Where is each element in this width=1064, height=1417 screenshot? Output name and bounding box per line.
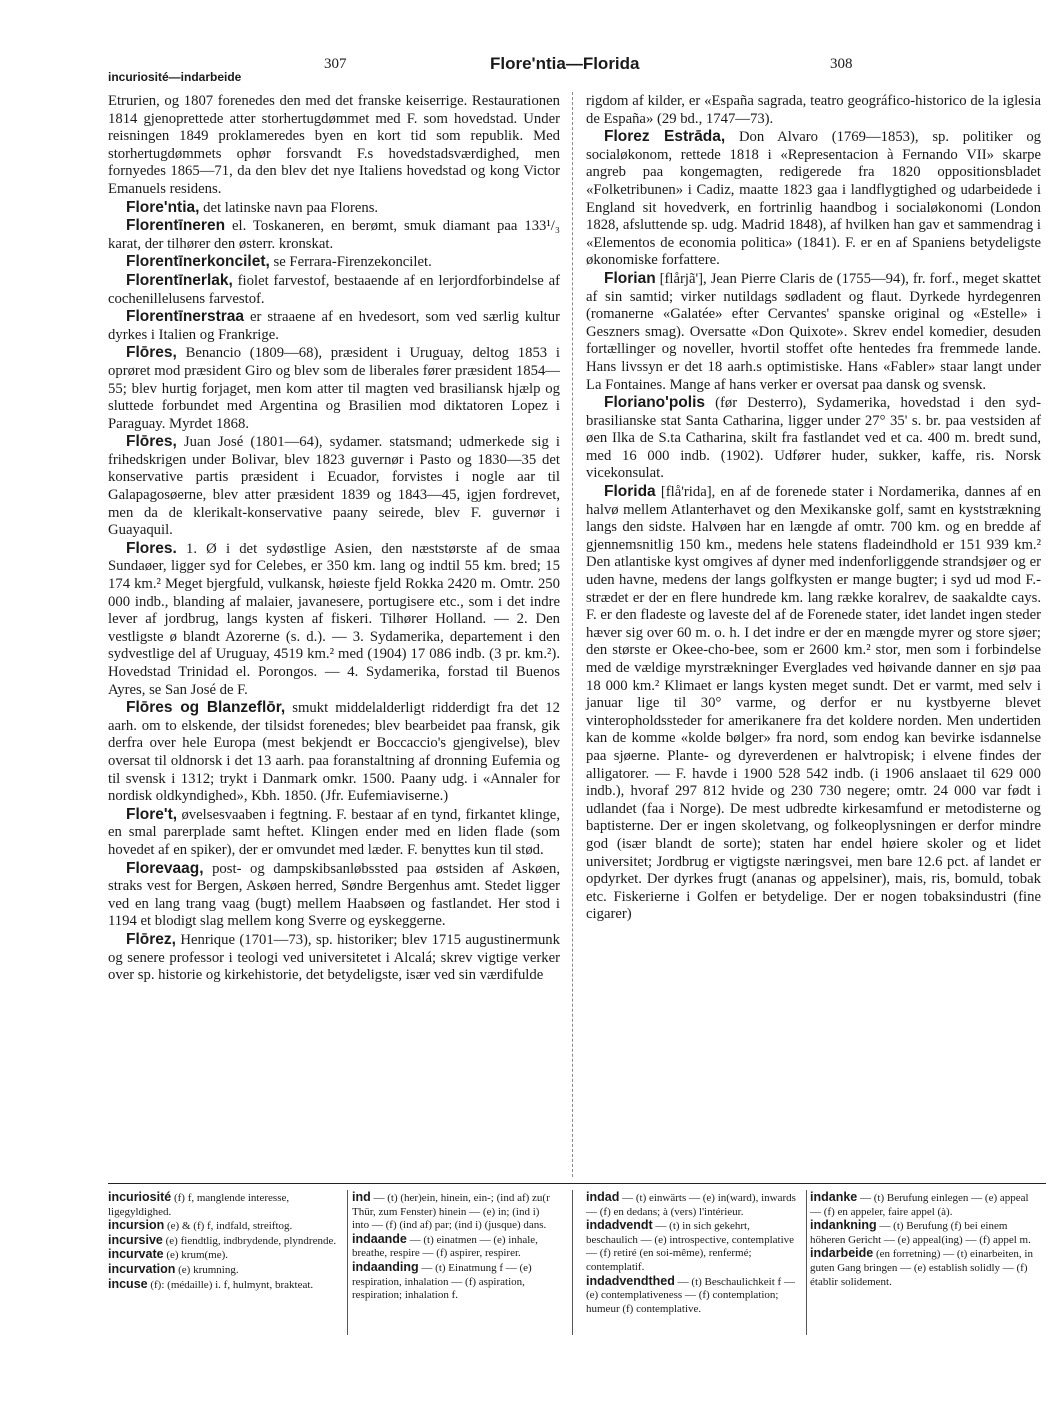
entry-text: (e) krum(me). (163, 1249, 229, 1262)
entry (108, 217, 560, 253)
entry (108, 308, 560, 344)
headword: Flore'ntia, (126, 198, 200, 216)
entry-text: fiolet farvestof, bestaaende af en lerjordforbindelse af cochenillelusens farvestof. (108, 272, 560, 307)
headword: indaanding (352, 1259, 419, 1274)
headword: Flōres, (126, 433, 177, 451)
entry-text: det latinske navn paa Florens. (199, 199, 379, 216)
headword: incursive (108, 1232, 163, 1247)
left-column (108, 93, 560, 985)
entry (108, 699, 560, 806)
entry-text: Benancio (1809—68), præsident i Uruguay, deltog 1853 i oprøret mod præsident Giro og blev som de liberales fører præsident 1854—55; blev hurtig forjaget, men kom atter til magten ved brasiliansk hjælp og sluttede forbundet med Argentina og Brasilien mod diktatoren Lopez i Paraguay. Myrdet 1868. (108, 345, 560, 432)
entry-text: rigdom af kilder, er «España sagrada, teatro geográfico-historico de la iglesia de España» (29 bd., 1747—73). (586, 93, 1041, 127)
entry-text: el. Toskaneren, en berømt, smuk diamant paa 133¹/₃ karat, der tilhører den østerr. kronskat. (108, 218, 560, 252)
headword: Florentīnerstraa (126, 308, 245, 326)
entry (352, 1233, 558, 1261)
headword: incursion (108, 1218, 165, 1233)
headword: indanke (810, 1190, 858, 1204)
headword: Florentīneren (126, 217, 226, 235)
entry (586, 128, 1041, 270)
entry (810, 1247, 1042, 1289)
headword: Flōres, (126, 344, 177, 362)
headword: incuse (108, 1276, 148, 1291)
entry-text: Don Alvaro (1769—1853), sp. politiker og socialøkonom, rettede 1818 i «Representacion à Fernando VII» skarpe angreb paa kongemagten, redigerede fra 1820 oppositionsbladet «Folketribunen» i Cadiz, maatte 1823 gaa i landflygtighed og udarbeidede i England sit hovedverk, en fortrinlig haandbog i socialøkonomi (London 1828, afsluttende sp. udg. Madrid 1848), af hvilken han gav et sammendrag i «Elementos de economia politica» (1841). F. er en af Spaniens betydeligste økonomiske forfattere. (586, 129, 1042, 269)
entry-text: (en forretning) — (t) einarbeiten, in guten Gang bringen — (e) establish solidly — (f) établir solidement. (810, 1248, 1033, 1288)
entry-text: øvelsesvaaben i fegtning. F. bestaar af en tynd, firkantet klinge, en smal parerplade samt heftet. Klingen ender med en liden flade (som hovedet af en spiker), der er omvundet med læder. F. benyttes kun til stød. (108, 806, 560, 858)
headword: indadvendt (586, 1218, 653, 1233)
entry (586, 270, 1041, 394)
entry-text: Henrique (1701—73), sp. historiker; blev 1715 augustinermunk og senere professor i teologi ved universitetet i Alcalá; skrev vigtige verker over sp. historie og kirkehistorie, det betydeligste, især ved sin værdifulde (108, 931, 560, 984)
entry (586, 93, 1041, 128)
footer-rule (108, 1183, 1046, 1184)
footer-divider (806, 1190, 807, 1335)
entry-text: [flå'rida], en af de forenede stater i Nordamerika, dannes af en halvø mellem Atlanterhavet og den Mexikanske golf, samt en kyststrækning langs den sidste. Halvøen har en længde af omtr. 700 km. og en bredde af gjennemsnitlig 150 km., medens hele statens fladeindhold er 151 939 km.² Den atlantiske kyst omgives af dyner med indenforliggende strandsjøer og er uden havne, medens der langs golfkysten er mange bugter; i syd ud mod F.-strædet er der en flere hundrede km. lang række koralrev, de saakaldte cays. F. er den fladeste og laveste del af de Forenede stater, idet landet ingen steder hæver sig over 60 m. o. h. I det indre er der en mængde myrer og store sjøer; den største er Okee-cho-bee, som er 2600 km.² stor, men som i forbindelse med de vældige myrstrækninger Everglades ved høivande danner en sjø paa 18 000 km.² Klimaet er langs kysten meget sundt. Det er varmt, med selv i januar lige til 30° varme, og derfor er nu kystbyerne blevet vinteropholdssteder for amerikanere fra det koldere norden. Men undertiden kan de komme «kolde bølger» fra nord, som endog kan bevirke isdannelse paa sjøerne. Plante- og dyreverdenen er halvtropisk; i elvene findes der alligatorer. — F. havde i 1900 528 542 indb. (i 1906 anslaaet til 629 000 indb.), hvoraf 297 812 hvide og 230 730 negere; omtr. 24 000 var født i udlandet (faa i Norge). De mest udbredte kirkesamfund er metodisterne og baptisterne. Der er ingen skoletvang, og folkeoplysningen er derfor mindre god (især blandt de sorte); staten har endel høiere skoler og et lidet universitet; Jordbrug er vigtigste næringsvei, men bare 12.6 pct. af landet er opdyrket. Der dyrkes frugt (ananas og appelsiner), mais, ris, bomuld, tobak etc. Fiskerierne i Golfen er betydelige. Der er nogen tobaksindustri (fine cigarer) (586, 484, 1041, 923)
entry (108, 540, 560, 699)
entry-text: — (t) einatmen — (e) inhale, breathe, respire — (f) aspirer, respirer. (352, 1233, 538, 1260)
footer-column-4 (810, 1191, 1042, 1289)
headword: ind (352, 1190, 371, 1204)
entry-text: — (t) Einatmung f — (e) respiration, inhalation — (f) aspiration, respiration; inhalation f. (352, 1261, 532, 1302)
right-column (586, 93, 1041, 924)
entry (108, 1191, 344, 1219)
headword: Florez Estrāda, (604, 128, 726, 146)
column-divider (572, 92, 573, 1177)
footer-column-1 (108, 1191, 344, 1292)
entry-text: (e) fiendtlig, indbrydende, plyndrende. (162, 1234, 337, 1247)
entry-text: Juan José (1801—64), sydamer. statsmand; udmerkede sig i frihedskrigen under Bolivar, blev 1823 guvernør i Pasto og 1830—35 det konservative partis præsident i Ecuador, forvistes i nogle aar til Galapagosøerne, blev atter præsident 1839 og 1843—45, igjen fordrevet, men da de klerikalt-konservative paany seirede, blev F. guvernør i Guayaquil. (108, 434, 560, 539)
headword: Florentīnerkoncilet, (126, 253, 270, 271)
entry-text: post- og dampskibsanløbssted paa østsiden af Askøen, straks vest for Bergen, Askøen herred, Søndre Bergenhus amt. Stedet ligger ved en lang trang vaag (bugt) mellem Haabsøen og fastlandet. Her stod i 1194 et blodigt slag mellem kong Sverre og eyskeggerne. (108, 860, 560, 930)
right-page-number: 308 (830, 56, 853, 72)
entry (108, 93, 560, 199)
entry-text: er straaene af en hvedesort, som ved særlig kultur dyrkes i Italien og Frankrige. (108, 309, 560, 343)
headword: Flōrez, (126, 930, 176, 948)
entry-text: — (t) einwärts — (e) in(ward), inwards — (f) en dedans; à (vers) l'intérieur. (586, 1192, 796, 1218)
entry (352, 1261, 558, 1303)
entry (108, 1234, 344, 1249)
headword: Floriano'polis (604, 394, 705, 412)
headword: Flores. (126, 539, 177, 557)
headword: Florian (604, 269, 656, 287)
entry (108, 931, 560, 985)
entry (108, 253, 560, 272)
page-title: Flore'ntia—Florida (490, 54, 640, 73)
entry-text: Etrurien, og 1807 forenedes den med det franske keiserrige. Restaurationen 1814 gjenoprettede atter storhertugdømmet med F. som hovedstad. Under reisningen 1849 proklameredes byen en kort tid som republik. Med storhertugdømmets ophør forsvandt F.s hovedstadsværdighed, men fornyedes 1865—71, da den blev det nye Italiens hovedstad og kong Victor Emanuels residens. (108, 93, 560, 197)
entry (108, 860, 560, 931)
footer-divider (572, 1190, 573, 1335)
entry-text: (f) f, manglende interesse, ligegyldighed. (108, 1192, 290, 1218)
left-page-number: 307 (324, 56, 347, 72)
headword: incurvate (108, 1247, 164, 1262)
entry (108, 199, 560, 218)
entry (108, 1219, 344, 1234)
headword: incurvation (108, 1261, 176, 1276)
entry-text: 1. Ø i det sydøstlige Asien, den næststørste af de smaa Sundaøer, ligger syd for Celebes, er 350 km. lang og indtil 55 km. bred; 15 174 km.² Meget bjergfuld, vulkansk, høieste fjeld Rokka 2420 m. Omtr. 250 000 indb., blanding af malaier, javanesere, portugisere etc., som i det indre lever af jordbrug, langs kysten af fiskeri. Tilhører Holland. — 2. Den vestligste ø blandt Azorerne (s. d.). — 3. Sydamerika, departement i den sydvestlige del af Uruguay, 4519 km.² med (1904) 17 086 indb. (3 pr. km.²). Hovedstad Trinidad el. Porongos. — 4. Sydamerika, forstad til Buenos Ayres, se San José de F. (108, 540, 560, 698)
entry (108, 433, 560, 540)
entry-text: [flårjã'], Jean Pierre Claris de (1755—94), fr. forf., meget skattet af sin samtid; virker nutildags sødladent og flaut. Dyrkede hyrdegenren (romanerne «Galatée» efter Cervantes' spanske original og «Estelle» i Geszners smag). Oversatte «Don Quixote». Skrev endel komedier, desuden fortællinger og noveller, hvortil stoffet ofte hentedes fra fremmede lande. Hans livssyn er det 18 aarh.s optimistiske. Hans «Fabler» staar langt under La Fontaines. Mange af hans verker er oversat paa dansk og svensk. (586, 270, 1041, 393)
entry (586, 394, 1041, 483)
entry (586, 483, 1041, 924)
entry-text: (e) & (f) f, indfald, streiftog. (164, 1220, 293, 1233)
headword: indarbeide (810, 1246, 874, 1261)
headword: Florida (604, 483, 656, 501)
headword: Flore't, (126, 805, 178, 823)
entry-text: (f): (médaille) i. f, hulmynt, brakteat. (147, 1278, 314, 1291)
headword: Flōres og Blanzeflōr, (126, 699, 286, 717)
keyword-range: incuriosité—indarbeide (108, 70, 242, 84)
entry-text: se Ferrara-Firenzekoncilet. (269, 254, 432, 271)
entry (586, 1219, 802, 1274)
headword: indad (586, 1190, 620, 1204)
entry (810, 1219, 1042, 1247)
headword: Florentīnerlak, (126, 271, 233, 289)
entry (108, 1263, 344, 1278)
headword: indaande (352, 1231, 407, 1246)
entry (108, 1278, 344, 1293)
headword: indadvendthed (586, 1273, 675, 1288)
entry (108, 272, 560, 308)
entry-text: (e) krumning. (175, 1263, 239, 1276)
entry-text: (før Desterro), Sydamerika, hovedstad i den syd-brasilianske stat Santa Catharina, ligger under 27° 35' s. br. paa vestsiden af øen Ilka de S.ta Catharina, skilt fra fastlandet ved et ca. 400 m. bredt sund, med 16 000 indb. (1902). Udfører huder, sukker, kaffe, ris. Norsk vicekonsulat. (586, 395, 1041, 482)
entry-text: — (t) (her)ein, hinein, ein-; (ind af) zu(r Thür, zum Fenster) hinein — (e) in; (ind i) into — (f) (ind af) par; (ind i) (jusque) dans. (352, 1192, 550, 1232)
entry (586, 1275, 802, 1317)
entry (586, 1191, 802, 1219)
entry-text: — (t) in sich gekehrt, beschaulich — (e) introspective, contemplative — (f) retiré (en soi-même), renfermé; contemplatif. (586, 1220, 795, 1273)
headword: Florevaag, (126, 859, 204, 877)
entry-text: — (t) Berufung (f) bei einem höheren Gericht — (e) appeal(ing) — (f) appel m. (810, 1220, 1031, 1246)
headword: indankning (810, 1218, 877, 1233)
entry (352, 1191, 558, 1233)
entry-text: — (t) Beschaulichkeit f — (e) contemplativeness — (f) contemplation; humeur (f) contemplative. (586, 1275, 795, 1315)
headword: incuriosité (108, 1190, 172, 1204)
footer-column-3 (586, 1191, 802, 1316)
entry (108, 1248, 344, 1263)
entry (108, 806, 560, 860)
entry (810, 1191, 1042, 1219)
footer-divider (347, 1190, 348, 1335)
entry-text: smukt middelalderligt ridderdigt fra det 12 aarh. om to elskende, der tilsidst forenedes; blev bearbeidet paa fransk, gik derfra over hele Europa (mest bekjendt er Boccaccio's gjengivelse), blev oversat til oldnorsk i det 13 aarh. paa foranstaltning af dronning Eufemia og til svensk i 1312; trykt i Danmark omkr. 1500. Paany udg. i «Annaler for nordisk oldkyndighed», Kbh. 1850. (Jfr. Eufemiaviserne.) (108, 700, 560, 805)
footer-column-2 (352, 1191, 558, 1303)
entry (108, 344, 560, 433)
entry-text: — (t) Berufung einlegen — (e) appeal — (f) en appeler, faire appel (à). (810, 1192, 1029, 1218)
